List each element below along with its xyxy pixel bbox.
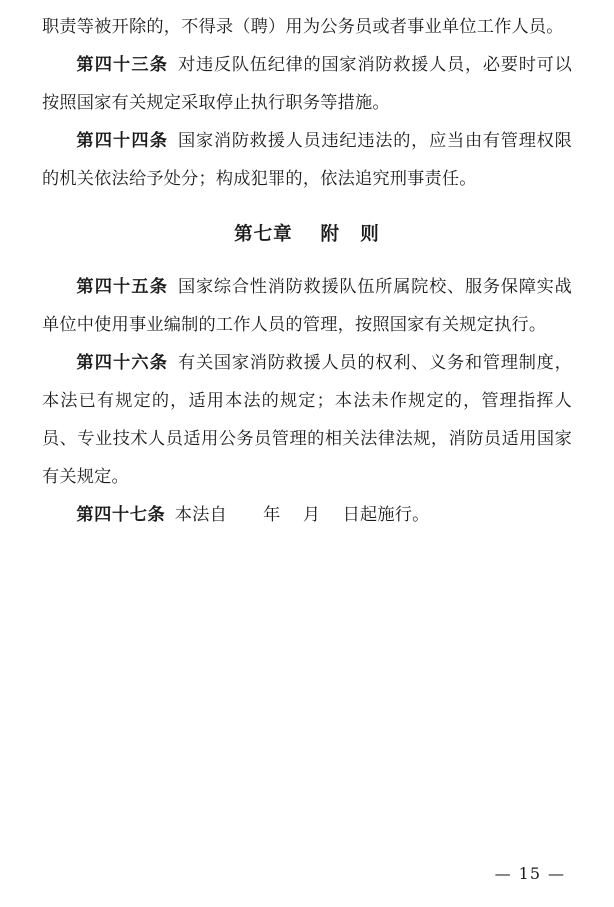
paragraph-text: 对违反队伍纪律的国家消防救援人员，必要时可以按照国家有关规定采取停止执行职务等措施。 xyxy=(42,55,572,113)
paragraph-article-46 xyxy=(42,344,572,496)
document-body xyxy=(42,8,572,534)
chapter-title-first: 附 xyxy=(320,224,340,245)
footer-dash-left: — xyxy=(494,864,512,883)
article-47-text-end: 日起施行。 xyxy=(342,505,430,525)
chapter-heading xyxy=(42,216,572,254)
paragraph-article-44 xyxy=(42,122,572,198)
paragraph-text: 职责等被开除的，不得录（聘）用为公务员或者事业单位工作人员。 xyxy=(42,17,564,37)
unit-month: 月 xyxy=(302,505,321,525)
footer-dash-right: — xyxy=(548,864,565,883)
paragraph-continuation xyxy=(42,8,572,46)
article-label: 第四十五条 xyxy=(76,277,169,297)
paragraph-article-47 xyxy=(42,496,572,534)
paragraph-text: 国家综合性消防救援队伍所属院校、服务保障实战单位中使用事业编制的工作人员的管理，按照国家有关规定执行。 xyxy=(42,277,572,335)
page-number: 15 xyxy=(518,864,541,883)
article-47-text-start: 本法自 xyxy=(174,505,227,525)
article-label: 第四十四条 xyxy=(76,131,169,151)
paragraph-article-43 xyxy=(42,46,572,122)
chapter-number: 第七章 xyxy=(234,224,293,245)
chapter-title-second: 则 xyxy=(360,224,380,245)
unit-year: 年 xyxy=(263,505,281,525)
page-footer xyxy=(0,864,572,883)
paragraph-text: 国家消防救援人员违纪违法的，应当由有管理权限的机关依法给予处分；构成犯罪的，依法追究刑事责任。 xyxy=(42,131,572,189)
article-label: 第四十三条 xyxy=(76,55,169,75)
paragraph-article-45 xyxy=(42,268,572,344)
paragraph-text: 有关国家消防救援人员的权利、义务和管理制度，本法已有规定的，适用本法的规定；本法未作规定的，管理指挥人员、专业技术人员适用公务员管理的相关法律法规，消防员适用国家有关规定。 xyxy=(42,353,572,487)
article-label: 第四十六条 xyxy=(76,353,169,373)
article-label: 第四十七条 xyxy=(76,505,166,525)
